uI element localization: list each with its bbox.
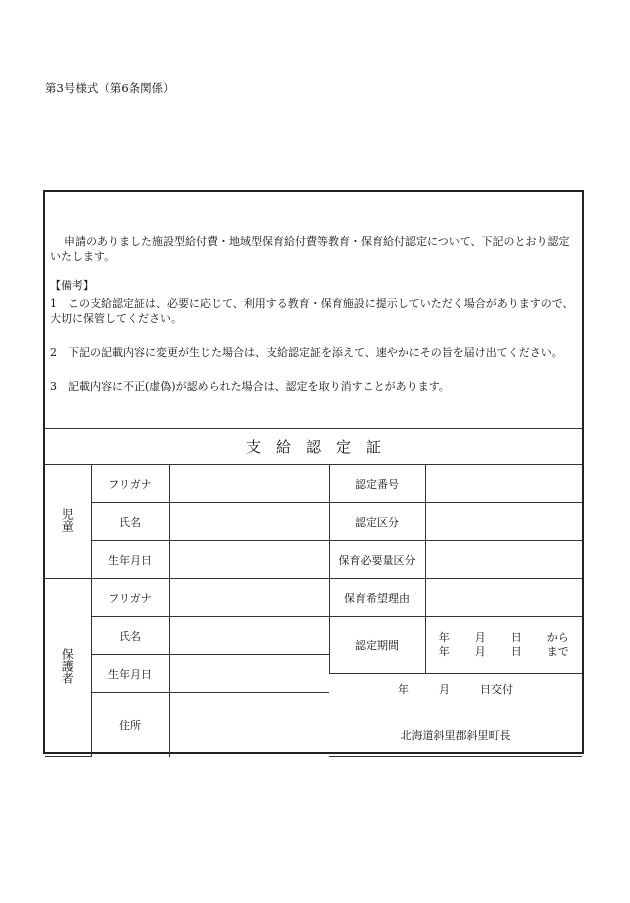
issue-block: [329, 674, 582, 757]
certificate-frame: [43, 190, 584, 754]
child-furigana-label: フリガナ: [91, 465, 169, 503]
guardian-group-label: 保護者: [45, 579, 91, 757]
issue-date: 年 月 日交付: [398, 683, 513, 696]
guardian-dob-field[interactable]: [169, 655, 329, 693]
guardian-name-field[interactable]: [169, 617, 329, 655]
care-need-label: 保育必要量区分: [329, 541, 425, 579]
child-name-label: 氏名: [91, 503, 169, 541]
child-dob-label: 生年月日: [91, 541, 169, 579]
remark-note-1: 1 この支給認定証は、必要に応じて、利用する教育・保育施設に提示していただく場合がありますので、大切に保管してください。: [50, 297, 574, 325]
child-name-field[interactable]: [169, 503, 329, 541]
guardian-dob-label: 生年月日: [91, 655, 169, 693]
cert-period-field[interactable]: [425, 617, 582, 674]
guardian-name-label: 氏名: [91, 617, 169, 655]
notice-section: [50, 234, 580, 394]
guardian-furigana-field[interactable]: [169, 579, 329, 617]
child-dob-field[interactable]: [169, 541, 329, 579]
cert-number-label: 認定番号: [329, 465, 425, 503]
period-from: 年 月 日 から: [438, 631, 569, 644]
notice-intro: 申請のありました施設型給付費・地域型保育給付費等教育・保育給付認定について、下記のとおり認定いたします。: [50, 235, 570, 263]
cert-number-field[interactable]: [425, 465, 582, 503]
form-number: 第3号様式（第6条関係）: [45, 81, 175, 95]
guardian-address-label: 住所: [91, 693, 169, 757]
child-group-label: 児童: [45, 465, 91, 579]
cert-period-label: 認定期間: [329, 617, 425, 674]
guardian-furigana-label: フリガナ: [91, 579, 169, 617]
care-reason-label: 保育希望理由: [329, 579, 425, 617]
certificate-title: 支 給 認 定 証: [45, 428, 582, 464]
remarks-title: 【備考】: [50, 279, 94, 292]
care-reason-field[interactable]: [425, 579, 582, 617]
cert-category-field[interactable]: [425, 503, 582, 541]
remark-note-2: 2 下記の記載内容に変更が生じた場合は、支給認定証を添えて、速やかにその旨を届け出てください。: [50, 346, 563, 359]
child-furigana-field[interactable]: [169, 465, 329, 503]
period-to: 年 月 日 まで: [438, 645, 569, 658]
remark-note-3: 3 記載内容に不正(虚偽)が認められた場合は、認定を取り消すことがあります。: [50, 380, 450, 393]
guardian-address-field[interactable]: [169, 693, 329, 757]
issuer-name: 北海道斜里郡斜里町長: [400, 729, 511, 742]
cert-category-label: 認定区分: [329, 503, 425, 541]
certificate-table: [45, 464, 582, 757]
care-need-field[interactable]: [425, 541, 582, 579]
